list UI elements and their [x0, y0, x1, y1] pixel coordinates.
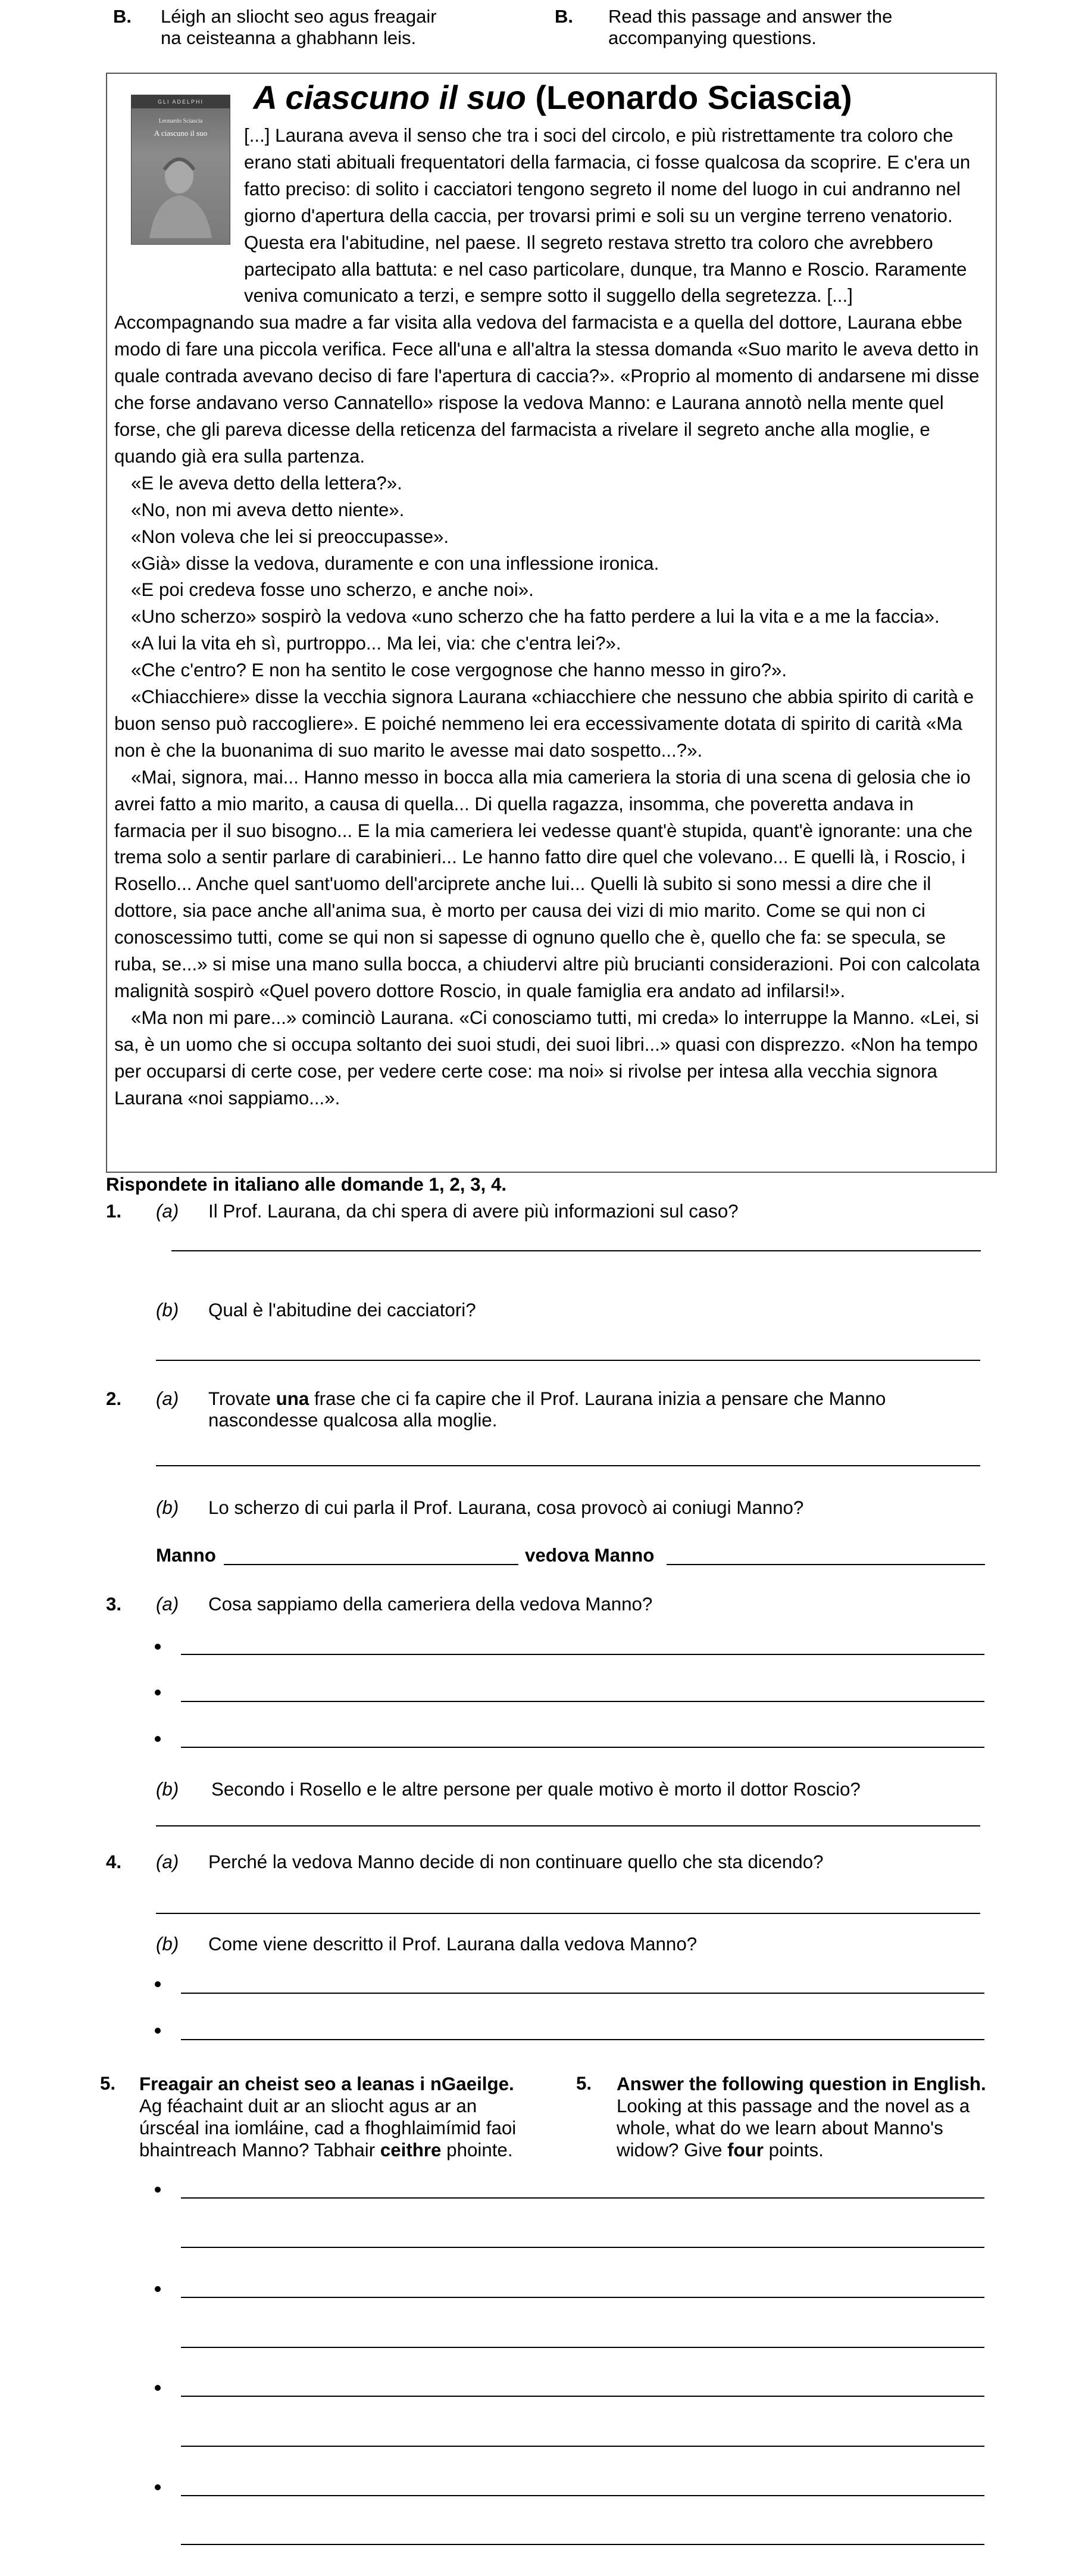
q2a-text-end: frase che ci fa capire che il Prof. Laurana inizia a pensare che Manno	[309, 1388, 886, 1409]
cover-title: A ciascuno il suo	[154, 129, 208, 138]
q5-irish-last-end: phointe.	[441, 2140, 513, 2160]
dialogue-line: «A lui la vita eh sì, purtroppo... Ma lei, via: che c'entra lei?».	[131, 633, 621, 654]
q5-answer-line-7[interactable]	[181, 2495, 984, 2496]
passage-title	[107, 74, 998, 121]
passage-text	[114, 123, 989, 1112]
dialogue-line: «Ma non mi pare...» cominciò Laurana. «Ci conosciamo tutti, mi creda» lo interruppe la Manno. «Lei, si sa, è un uomo che si occupa soltanto dei suoi studi, dei suoi libri...» quasi con disprezzo. «Non ha tempo per occuparsi di certe cose, per vedere certe cose: ma noi» si rivolse per intesa alla vecchia signora Laurana «noi sappiamo...».	[114, 1007, 979, 1109]
q4b-text: Come viene descritto il Prof. Laurana dalla vedova Manno?	[208, 1934, 698, 1954]
section-letter-irish: B.	[113, 6, 132, 27]
dialogue-line: «Uno scherzo» sospirò la vedova «uno scherzo che ha fatto perdere a lui la vita e a me la faccia».	[131, 606, 940, 627]
q5-answer-line-5[interactable]	[181, 2396, 984, 2397]
dialogue-line: «Già» disse la vedova, duramente e con una inflessione ironica.	[131, 552, 659, 574]
q5-answer-line-3[interactable]	[181, 2297, 984, 2298]
q4-number: 4.	[106, 1851, 122, 1872]
q3a-text: Cosa sappiamo della cameriera della vedova Manno?	[208, 1594, 653, 1615]
q3a-answer-line-2[interactable]	[181, 1701, 984, 1702]
q2b-text: Lo scherzo di cui parla il Prof. Laurana, cosa provocò ai coniugi Manno?	[208, 1497, 804, 1518]
q5-english-last-end: points.	[763, 2140, 824, 2160]
work-title: A ciascuno il suo	[253, 79, 526, 116]
dialogue-line: «Non voleva che lei si preoccupasse».	[131, 526, 449, 547]
q5-answer-line-6[interactable]	[181, 2446, 984, 2447]
q5-irish-last-start: bhaintreach Manno? Tabhair	[139, 2140, 380, 2160]
q1a-text: Il Prof. Laurana, da chi spera di avere più informazioni sul caso?	[208, 1201, 739, 1222]
q5-english	[617, 2073, 1021, 2161]
q5-answer-line-4[interactable]	[181, 2347, 984, 2348]
passage-box	[106, 73, 997, 1173]
q4b-label: (b)	[156, 1934, 179, 1954]
q4a-text: Perché la vedova Manno decide di non continuare quello che sta dicendo?	[208, 1851, 824, 1872]
q3-number: 3.	[106, 1594, 122, 1615]
dialogue-line: «No, non mi aveva detto niente».	[131, 499, 405, 520]
bullet-icon	[155, 2385, 161, 2391]
q3b-answer-line[interactable]	[156, 1825, 980, 1826]
q2b-label: (b)	[156, 1497, 179, 1518]
dialogue-line: «Chiacchiere» disse la vecchia signora Laurana «chiacchiere che nessuno che abbia spirito di carità e buon senso può raccogliere». E poiché nemmeno lei era eccessivamente dotata di spirito di carità «Ma non è che la buonanima di suo marito le avesse mai dato sospetto...?».	[114, 686, 974, 761]
q3b-text: Secondo i Rosello e le altre persone per quale motivo è morto il dottor Roscio?	[211, 1779, 861, 1800]
dialogue-line: «Mai, signora, mai... Hanno messo in bocca alla mia cameriera la storia di una scena di gelosia che io avrei fatto a mio marito, a causa di quella... Di quella ragazza, insomma, che poveretta andava in farmacia per il suo bisogno... E la mia cameriera lei vedesse quant'è stupida, quant'è ignorante: una che trema solo a sentir parlare di carabinieri... Le hanno fatto dire quel che volevano... E quelli là, i Roscio, i Rosello... Anche quel sant'uomo dell'arciprete anche lui... Quelli là subito si sono messi a dire che il dottore, sia pace anche all'anima sua, è morto per causa dei vizi di mio marito. Come se qui non ci conoscessimo tutti, come se qui non si sapesse di ognuno quello che è, quello che fa: se specula, se ruba, se...» si mise una mano sulla bocca, a chiudervi altre più brucianti considerazioni. Poi con calcolata malignità sospirò «Quel povero dottore Roscio, in quale famiglia era andato ad infilarsi!».	[114, 766, 980, 1001]
q5-english-emphasis: four	[727, 2140, 764, 2160]
q5-irish-emphasis: ceithre	[380, 2140, 442, 2160]
bullet-icon	[155, 1736, 161, 1742]
bullet-icon	[155, 2187, 161, 2193]
q5-answer-line-2[interactable]	[181, 2247, 984, 2248]
q5-answer-line-1[interactable]	[181, 2197, 984, 2199]
q2b-vedova-answer-line[interactable]	[667, 1564, 985, 1565]
q2a-text	[208, 1388, 1000, 1431]
q5-english-line-3	[617, 2139, 1021, 2161]
q5-english-line-2: whole, what do we learn about Manno's	[617, 2118, 943, 2138]
irish-instruction	[161, 6, 437, 49]
q3a-answer-line-3[interactable]	[181, 1747, 984, 1748]
bullet-icon	[155, 1690, 161, 1696]
q5-irish-line-1: Ag féachaint duit ar an sliocht agus ar an	[139, 2096, 477, 2116]
q1b-label: (b)	[156, 1300, 179, 1320]
author-name: (Leonardo Sciascia)	[526, 79, 852, 116]
q2a-text-line2: nascondesse qualcosa alla moglie.	[208, 1410, 498, 1431]
q2a-answer-line[interactable]	[156, 1465, 980, 1466]
q5-irish-heading: Freagair an cheist seo a leanas i nGaeilge.	[139, 2074, 514, 2094]
bullet-icon	[155, 2484, 161, 2490]
q4b-answer-line-1[interactable]	[181, 1993, 984, 1994]
q2a-label: (a)	[156, 1388, 179, 1409]
q5-english-last-start: widow? Give	[617, 2140, 728, 2160]
irish-instruction-line-2: na ceisteanna a ghabhann leis.	[161, 27, 417, 48]
section-letter-english: B.	[555, 6, 573, 27]
english-instruction-line-1: Read this passage and answer the	[608, 6, 893, 27]
q5-english-line-1: Looking at this passage and the novel as a	[617, 2096, 970, 2116]
bullet-icon	[155, 1644, 161, 1650]
q3b-label: (b)	[156, 1779, 179, 1800]
q4b-answer-line-2[interactable]	[181, 2039, 984, 2040]
q2b-manno-label: Manno	[156, 1545, 216, 1566]
q5-number-irish: 5.	[100, 2073, 116, 2094]
q5-irish-line-2: úrscéal ina iomláine, cad a fhoghlaimímid faoi	[139, 2118, 517, 2138]
q3a-answer-line-1[interactable]	[181, 1654, 984, 1655]
q2-number: 2.	[106, 1388, 122, 1409]
dialogue-line: «E le aveva detto della lettera?».	[131, 472, 402, 494]
bullet-icon	[155, 1981, 161, 1987]
dialogue-line: «E poi credeva fosse uno scherzo, e anche noi».	[131, 579, 534, 601]
dialogue-line: «Che c'entro? E non ha sentito le cose vergognose che hanno messo in giro?».	[131, 660, 787, 681]
q5-irish-line-3	[139, 2139, 568, 2161]
q1a-answer-line[interactable]	[171, 1250, 981, 1251]
q2b-vedova-label: vedova Manno	[525, 1545, 655, 1566]
q4a-answer-line[interactable]	[156, 1913, 980, 1914]
cover-series: GLI ADELPHI	[132, 95, 230, 108]
bullet-icon	[155, 2286, 161, 2292]
q3a-label: (a)	[156, 1594, 179, 1615]
answer-instructions: Rispondete in italiano alle domande 1, 2, 3, 4.	[106, 1174, 507, 1195]
q1b-answer-line[interactable]	[156, 1360, 980, 1361]
passage-paragraph: [...] Laurana aveva il senso che tra i soci del circolo, e più ristrettamente tra coloro che erano stati abituali frequentatori della farmacia, ci fosse qualcosa da scoprire. E c'era un fatto preciso: di solito i cacciatori tengono segreto il nome del luogo in cui andranno nel giorno d'apertura della caccia, per trovarsi primi e soli su un vergine terreno venatorio. Questa era l'abitudine, nel paese. Il segreto restava stretto tra coloro che avrebbero partecipato alla battuta: e nel caso particolare, dunque, tra Manno e Roscio. Raramente veniva comunicato a terzi, e sempre sotto il suggello della segretezza. [...] Accompagnando sua madre a far visita alla vedova del farmacista e a quella del dottore, Laurana ebbe modo di fare una piccola verifica. Fece all'una e all'altra la stessa domanda «Suo marito le aveva detto in quale contrada avevano deciso di fare l'apertura di caccia?». «Proprio al momento di andarsene mi disse che forse andavano verso Cannatello» rispose la vedova Manno: e Laurana annotò nella mente quel forse, che gli pareva dicesse della reticenza del farmacista a rivelare il segreto anche alla moglie, e quando già era sulla partenza.	[114, 125, 980, 467]
q2a-text-start: Trovate	[208, 1388, 276, 1409]
header-right	[555, 6, 971, 54]
q1a-label: (a)	[156, 1201, 179, 1222]
irish-instruction-line-1: Léigh an sliocht seo agus freagair	[161, 6, 437, 27]
header-left	[113, 6, 530, 54]
q4a-label: (a)	[156, 1851, 179, 1872]
english-instruction	[608, 6, 892, 49]
bullet-icon	[155, 2028, 161, 2034]
q5-answer-line-8[interactable]	[181, 2544, 984, 2545]
q2b-manno-answer-line[interactable]	[224, 1564, 518, 1565]
cover-author: Leonardo Sciascia	[158, 118, 203, 124]
q5-number-english: 5.	[576, 2073, 592, 2094]
q1-number: 1.	[106, 1201, 122, 1222]
q2a-emphasis: una	[276, 1388, 309, 1409]
q1b-text: Qual è l'abitudine dei cacciatori?	[208, 1300, 476, 1320]
q5-english-heading: Answer the following question in English.	[617, 2074, 986, 2094]
english-instruction-line-2: accompanying questions.	[608, 27, 817, 48]
q5-irish	[139, 2073, 568, 2161]
